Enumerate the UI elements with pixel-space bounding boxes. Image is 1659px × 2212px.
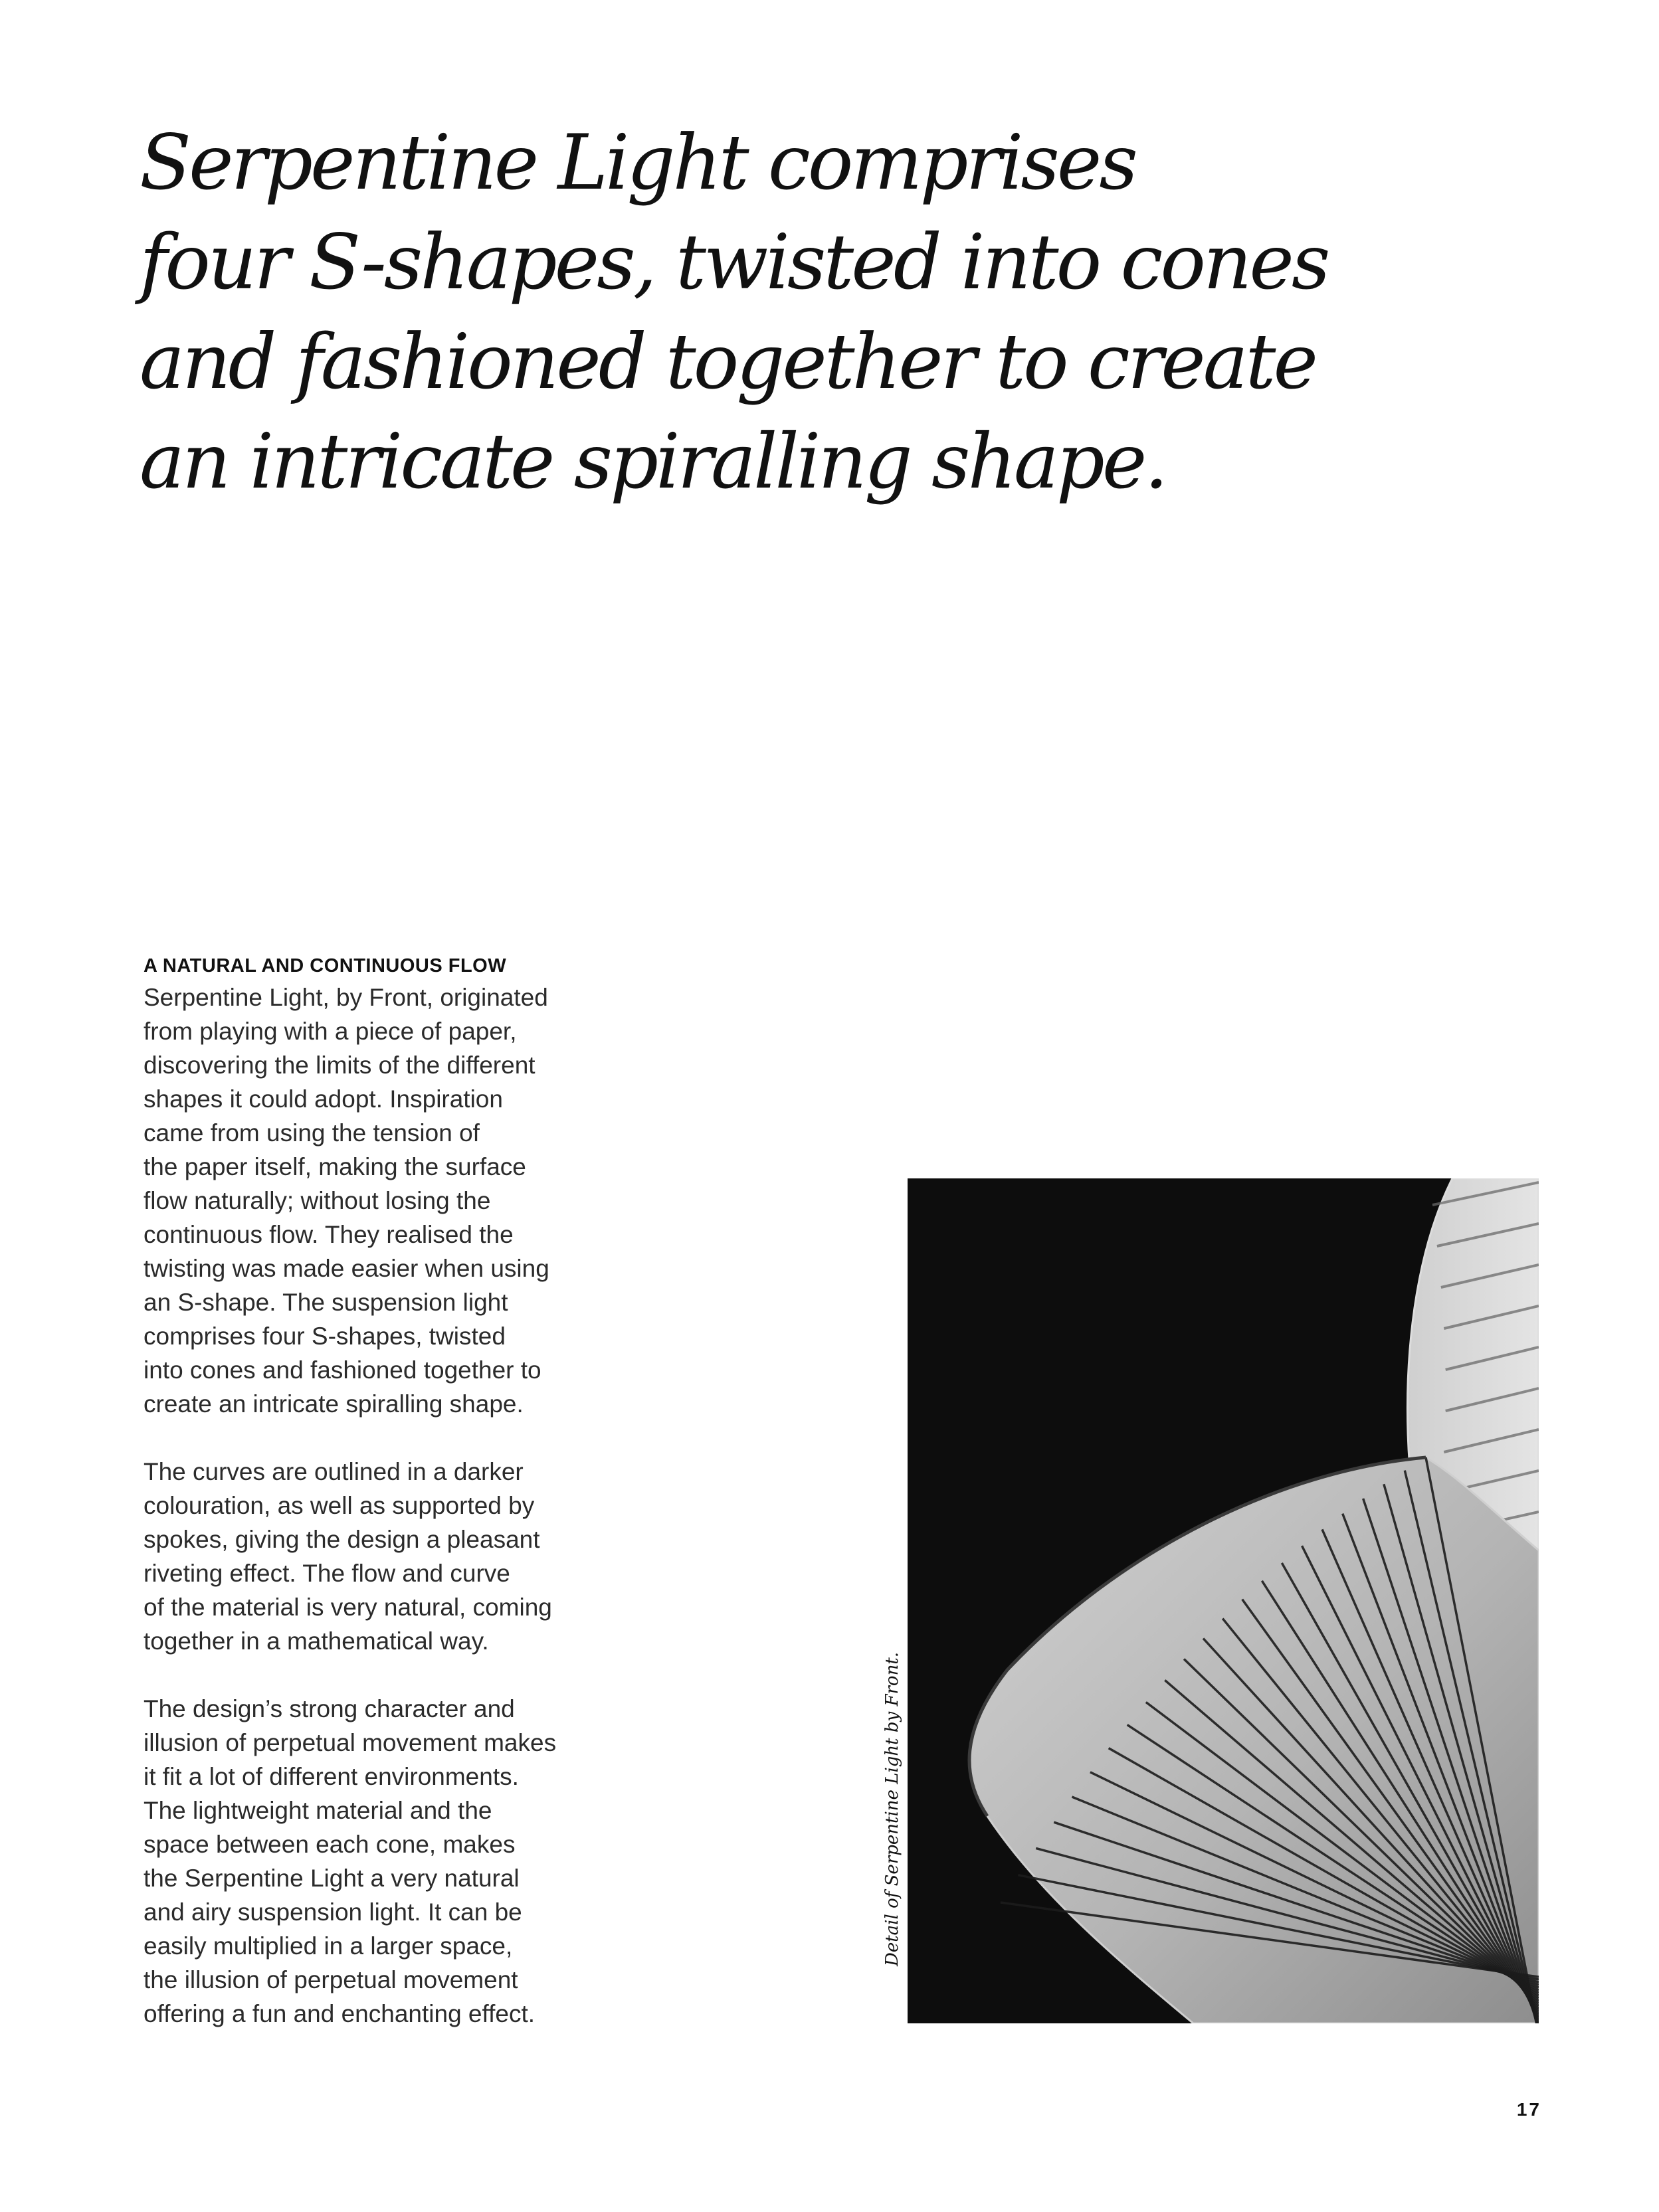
text-line: spokes, giving the design a pleasant [144,1526,540,1553]
text-line: it fit a lot of different environments. [144,1763,519,1790]
paragraph-1 [144,980,569,1421]
text-line: an S-shape. The suspension light [144,1289,508,1316]
text-line: comprises four S-shapes, twisted [144,1323,506,1350]
text-line: from playing with a piece of paper, [144,1018,517,1045]
text-line: easily multiplied in a larger space, [144,1932,513,1960]
paragraph-2 [144,1455,569,1658]
text-line: and airy suspension light. It can be [144,1898,522,1926]
headline-line: Serpentine Light comprises [140,118,1135,207]
photo-caption: Detail of Serpentine Light by Front. [882,1651,902,1966]
text-line: space between each cone, makes [144,1831,516,1858]
headline-line: four S-shapes, twisted into cones [140,218,1328,306]
text-line: create an intricate spiralling shape. [144,1390,524,1418]
text-line: offering a fun and enchanting effect. [144,2000,536,2027]
headline [140,113,1402,511]
serpentine-light-photo [908,1178,1539,2023]
text-line: discovering the limits of the different [144,1052,536,1079]
headline-line: an intricate spiralling shape. [140,417,1166,506]
headline-line: and fashioned together to create [140,318,1316,406]
article-body [144,951,569,2065]
text-line: The lightweight material and the [144,1797,492,1824]
text-line: Serpentine Light, by Front, originated [144,984,548,1011]
text-line: illusion of perpetual movement makes [144,1729,557,1756]
text-line: riveting effect. The flow and curve [144,1560,510,1587]
text-line: came from using the tension of [144,1119,480,1147]
text-line: together in a mathematical way. [144,1627,489,1655]
section-heading: A NATURAL AND CONTINUOUS FLOW [144,955,507,976]
text-line: into cones and fashioned together to [144,1356,541,1384]
text-line: the illusion of perpetual movement [144,1966,518,1993]
serpentine-light-illustration [908,1178,1539,2023]
text-line: colouration, as well as supported by [144,1492,535,1519]
page-number: 17 [1516,2099,1541,2120]
text-line: of the material is very natural, coming [144,1594,552,1621]
text-line: The design’s strong character and [144,1695,515,1722]
text-line: The curves are outlined in a darker [144,1458,524,1485]
text-line: the paper itself, making the surface [144,1153,526,1180]
text-line: the Serpentine Light a very natural [144,1865,520,1892]
text-line: shapes it could adopt. Inspiration [144,1085,503,1113]
paragraph-3 [144,1692,569,2031]
text-line: twisting was made easier when using [144,1255,549,1282]
text-line: flow naturally; without losing the [144,1187,491,1214]
text-line: continuous flow. They realised the [144,1221,514,1248]
